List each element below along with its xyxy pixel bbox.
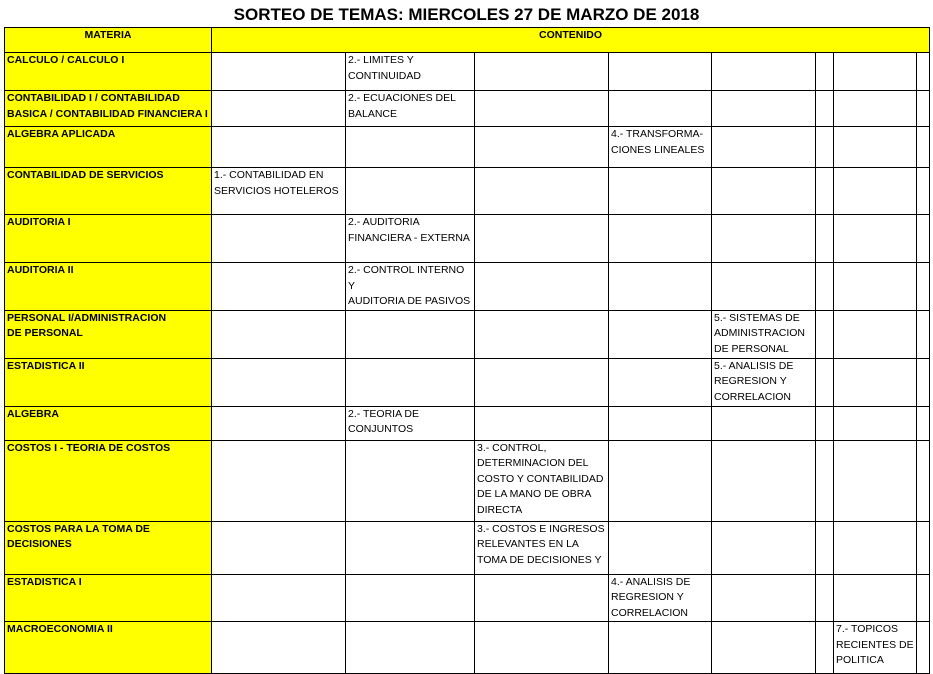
materia-cell — [5, 168, 212, 215]
content-cell — [712, 574, 816, 622]
content-cell — [816, 310, 834, 358]
content-cell — [816, 358, 834, 406]
content-cell — [475, 91, 609, 127]
content-text: 5.- SISTEMAS DE ADMINISTRACION DE PERSONAL — [714, 311, 806, 355]
content-cell — [712, 358, 816, 406]
content-cell — [346, 358, 475, 406]
content-cell — [475, 622, 609, 674]
content-cell — [816, 91, 834, 127]
content-cell — [834, 53, 917, 91]
content-cell — [712, 622, 816, 674]
content-cell — [475, 168, 609, 215]
materia-cell — [5, 622, 212, 674]
content-cell — [212, 521, 346, 574]
content-cell — [609, 440, 712, 521]
content-cell — [609, 91, 712, 127]
content-cell — [834, 358, 917, 406]
content-cell — [712, 440, 816, 521]
content-cell — [816, 127, 834, 168]
content-cell — [816, 215, 834, 263]
materia-label: ALGEBRA APLICADA — [7, 128, 116, 140]
content-text: 3.- COSTOS E INGRESOS RELEVANTES EN LA TOMA DE DECISIONES Y — [477, 522, 605, 566]
content-cell — [816, 622, 834, 674]
content-cell — [609, 127, 712, 168]
content-cell — [346, 215, 475, 263]
table-row — [5, 574, 930, 622]
content-cell — [917, 53, 930, 91]
content-cell — [475, 574, 609, 622]
content-cell — [212, 263, 346, 311]
table-row — [5, 168, 930, 215]
content-cell — [475, 521, 609, 574]
content-cell — [346, 521, 475, 574]
content-cell — [917, 521, 930, 574]
materia-cell — [5, 521, 212, 574]
materia-label: AUDITORIA I — [7, 216, 71, 228]
content-cell — [346, 168, 475, 215]
content-cell — [917, 263, 930, 311]
content-cell — [834, 574, 917, 622]
content-cell — [816, 406, 834, 440]
content-cell — [475, 263, 609, 311]
content-cell — [712, 310, 816, 358]
content-cell — [834, 406, 917, 440]
content-cell — [816, 574, 834, 622]
content-cell — [917, 168, 930, 215]
content-cell — [475, 406, 609, 440]
content-cell — [834, 215, 917, 263]
content-cell — [346, 53, 475, 91]
table-row — [5, 440, 930, 521]
content-cell — [346, 574, 475, 622]
content-cell — [712, 406, 816, 440]
table-row — [5, 310, 930, 358]
materia-cell — [5, 310, 212, 358]
content-cell — [834, 440, 917, 521]
page-title: SORTEO DE TEMAS: MIERCOLES 27 DE MARZO DE 2018 — [233, 5, 700, 24]
content-cell — [212, 358, 346, 406]
content-cell — [212, 53, 346, 91]
table-row — [5, 91, 930, 127]
content-cell — [917, 215, 930, 263]
table-row — [5, 215, 930, 263]
content-cell — [609, 263, 712, 311]
content-cell — [609, 574, 712, 622]
content-cell — [212, 215, 346, 263]
content-cell — [609, 53, 712, 91]
content-cell — [475, 127, 609, 168]
content-text: 2.- CONTROL INTERNO Y AUDITORIA DE PASIVOS — [348, 264, 471, 307]
content-cell — [917, 91, 930, 127]
content-text: 7.- TOPICOS RECIENTES DE POLITICA — [836, 623, 914, 666]
content-cell — [712, 215, 816, 263]
content-cell — [475, 310, 609, 358]
content-cell — [212, 406, 346, 440]
table-row — [5, 521, 930, 574]
content-cell — [346, 406, 475, 440]
content-cell — [917, 127, 930, 168]
content-cell — [346, 127, 475, 168]
materia-label: PERSONAL I/ADMINISTRACION DE PERSONAL — [7, 311, 167, 339]
content-cell — [834, 91, 917, 127]
content-cell — [609, 521, 712, 574]
materia-label: COSTOS PARA LA TOMA DE DECISIONES — [7, 522, 150, 550]
content-cell — [834, 521, 917, 574]
materia-label: COSTOS I - TEORIA DE COSTOS — [7, 441, 171, 454]
content-text: 2.- AUDITORIA FINANCIERA - EXTERNA — [348, 216, 470, 244]
materia-label: ESTADISTICA II — [7, 359, 85, 372]
content-cell — [609, 622, 712, 674]
materia-header: MATERIA — [5, 28, 212, 53]
table-row — [5, 406, 930, 440]
content-cell — [816, 168, 834, 215]
content-cell — [834, 168, 917, 215]
content-cell — [475, 440, 609, 521]
materia-cell — [5, 574, 212, 622]
content-cell — [816, 440, 834, 521]
materia-label: CONTABILIDAD I / CONTABILIDAD BASICA / CONTABILIDAD FINANCIERA I — [7, 92, 208, 120]
content-text: 2.- LIMITES Y CONTINUIDAD — [348, 54, 421, 82]
content-cell — [712, 263, 816, 311]
contenido-header: CONTENIDO — [212, 28, 930, 53]
materia-label: CALCULO / CALCULO I — [7, 54, 125, 66]
materia-cell — [5, 53, 212, 91]
materia-cell — [5, 406, 212, 440]
content-cell — [609, 406, 712, 440]
materia-cell — [5, 358, 212, 406]
table-row — [5, 622, 930, 674]
content-text: 3.- CONTROL, DETERMINACION DEL COSTO Y CONTABILIDAD DE LA MANO DE OBRA DIRECTA — [477, 441, 604, 516]
content-cell — [712, 168, 816, 215]
content-cell — [475, 215, 609, 263]
materia-cell — [5, 127, 212, 168]
content-cell — [212, 574, 346, 622]
materia-label: ESTADISTICA I — [7, 575, 82, 588]
content-cell — [609, 168, 712, 215]
content-cell — [917, 310, 930, 358]
content-cell — [609, 215, 712, 263]
materia-label: CONTABILIDAD DE SERVICIOS — [7, 169, 164, 181]
table-row — [5, 358, 930, 406]
content-text: 4.- ANALISIS DE REGRESION Y CORRELACION — [611, 575, 691, 619]
content-text: 1.- CONTABILIDAD EN SERVICIOS HOTELEROS — [214, 169, 339, 197]
content-cell — [609, 310, 712, 358]
content-cell — [346, 310, 475, 358]
materia-label: ALGEBRA — [7, 407, 59, 420]
topics-table — [4, 27, 930, 674]
content-text: 4.- TRANSFORMA- CIONES LINEALES — [611, 128, 705, 156]
content-cell — [917, 574, 930, 622]
materia-cell — [5, 91, 212, 127]
content-cell — [917, 622, 930, 674]
content-cell — [816, 521, 834, 574]
content-cell — [834, 263, 917, 311]
content-cell — [712, 521, 816, 574]
content-cell — [816, 263, 834, 311]
content-cell — [917, 406, 930, 440]
content-cell — [917, 440, 930, 521]
content-cell — [212, 127, 346, 168]
content-cell — [212, 622, 346, 674]
content-cell — [346, 622, 475, 674]
content-cell — [346, 263, 475, 311]
header-row — [5, 28, 930, 53]
content-cell — [834, 622, 917, 674]
content-cell — [346, 440, 475, 521]
content-cell — [212, 91, 346, 127]
materia-cell — [5, 440, 212, 521]
content-text: 5.- ANALISIS DE REGRESION Y CORRELACION — [714, 359, 794, 403]
content-cell — [712, 91, 816, 127]
content-text: 2.- TEORIA DE CONJUNTOS — [348, 407, 419, 435]
materia-label: MACROECONOMIA II — [7, 623, 113, 635]
content-cell — [712, 53, 816, 91]
materia-label: AUDITORIA II — [7, 264, 74, 276]
content-cell — [712, 127, 816, 168]
content-cell — [816, 53, 834, 91]
content-cell — [834, 310, 917, 358]
content-cell — [834, 127, 917, 168]
materia-cell — [5, 263, 212, 311]
table-row — [5, 53, 930, 91]
table-row — [5, 263, 930, 311]
materia-cell — [5, 215, 212, 263]
content-cell — [475, 358, 609, 406]
content-cell — [917, 358, 930, 406]
table-row — [5, 127, 930, 168]
content-cell — [212, 440, 346, 521]
content-cell — [212, 168, 346, 215]
content-cell — [609, 358, 712, 406]
content-cell — [346, 91, 475, 127]
content-text: 2.- ECUACIONES DEL BALANCE — [348, 92, 456, 120]
content-cell — [475, 53, 609, 91]
content-cell — [212, 310, 346, 358]
